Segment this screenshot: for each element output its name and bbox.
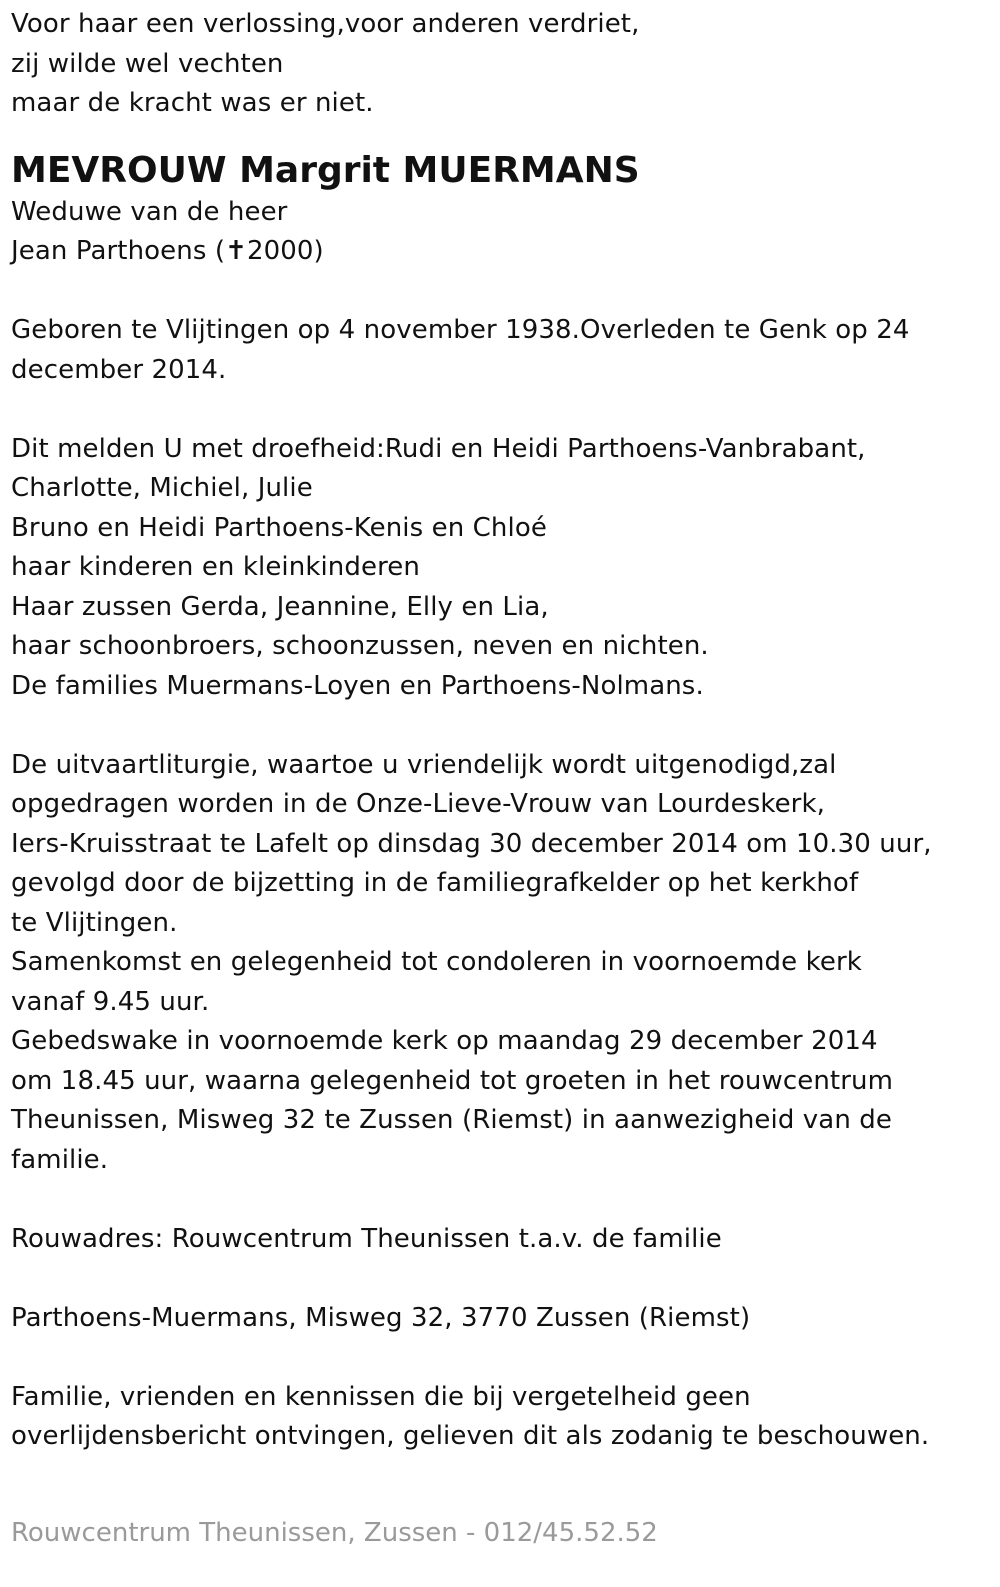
relation-block: [11, 193, 986, 272]
ceremony-line: opgedragen worden in de Onze-Lieve-Vrouw van Lourdeskerk,: [11, 789, 825, 819]
verse-line: zij wilde wel vechten: [11, 48, 284, 79]
verse-line: Voor haar een verlossing,voor anderen verdriet,: [11, 9, 640, 39]
verse: [11, 5, 986, 124]
verse-line: maar de kracht was er niet.: [11, 88, 374, 118]
family-line: Bruno en Heidi Parthoens-Kenis en Chloé: [11, 512, 547, 543]
family-list: [11, 430, 986, 707]
ceremony-details: [11, 746, 986, 1181]
spacer: [11, 1338, 986, 1378]
family-line: haar kinderen en kleinkinderen: [11, 552, 420, 582]
ceremony-line: familie.: [11, 1144, 109, 1175]
ceremony-line: Iers-Kruisstraat te Lafelt op dinsdag 30 december 2014 om 10.30 uur,: [11, 828, 932, 859]
life-dates-line: december 2014.: [11, 354, 227, 385]
spacer: [11, 706, 986, 746]
spouse-name: Jean Parthoens (✝2000): [11, 236, 324, 266]
spacer: [11, 1259, 986, 1299]
family-line: Charlotte, Michiel, Julie: [11, 473, 313, 503]
life-dates-line: Geboren te Vlijtingen op 4 november 1938.Overleden te Genk op 24: [11, 315, 910, 345]
ceremony-line: Theunissen, Misweg 32 te Zussen (Riemst) in aanwezigheid van de: [11, 1105, 892, 1135]
notice-line: Familie, vrienden en kennissen die bij vergetelheid geen: [11, 1381, 751, 1412]
notice-text: [11, 1378, 986, 1457]
deceased-name: MEVROUW Margrit MUERMANS: [11, 149, 640, 191]
mourning-address: Rouwadres: Rouwcentrum Theunissen t.a.v. de familie: [11, 1223, 722, 1254]
notice-line: overlijdensbericht ontvingen, gelieven dit als zodanig te beschouwen.: [11, 1421, 930, 1451]
mourning-address-street: Parthoens-Muermans, Misweg 32, 3770 Zussen (Riemst): [11, 1302, 751, 1333]
spacer: [11, 1180, 986, 1220]
family-line: Dit melden U met droefheid:Rudi en Heidi Parthoens-Vanbrabant,: [11, 433, 866, 464]
spacer: [11, 272, 986, 312]
family-line: De families Muermans-Loyen en Parthoens-Nolmans.: [11, 670, 704, 701]
obituary-notice: [11, 5, 986, 1457]
family-line: Haar zussen Gerda, Jeannine, Elly en Lia,: [11, 591, 549, 622]
ceremony-line: De uitvaartliturgie, waartoe u vriendelijk wordt uitgenodigd,zal: [11, 749, 837, 780]
family-line: haar schoonbroers, schoonzussen, neven en nichten.: [11, 631, 709, 661]
ceremony-line: te Vlijtingen.: [11, 907, 178, 938]
life-dates: [11, 311, 986, 390]
ceremony-line: vanaf 9.45 uur.: [11, 986, 210, 1017]
spacer: [11, 390, 986, 430]
ceremony-line: om 18.45 uur, waarna gelegenheid tot groeten in het rouwcentrum: [11, 1065, 894, 1096]
relation-text: Weduwe van de heer: [11, 196, 288, 227]
funeral-home-footer: Rouwcentrum Theunissen, Zussen - 012/45.52.52: [11, 1518, 658, 1548]
ceremony-line: Samenkomst en gelegenheid tot condoleren in voornoemde kerk: [11, 947, 862, 977]
ceremony-line: gevolgd door de bijzetting in de familiegrafkelder op het kerkhof: [11, 868, 859, 898]
ceremony-line: Gebedswake in voornoemde kerk op maandag 29 december 2014: [11, 1026, 878, 1056]
